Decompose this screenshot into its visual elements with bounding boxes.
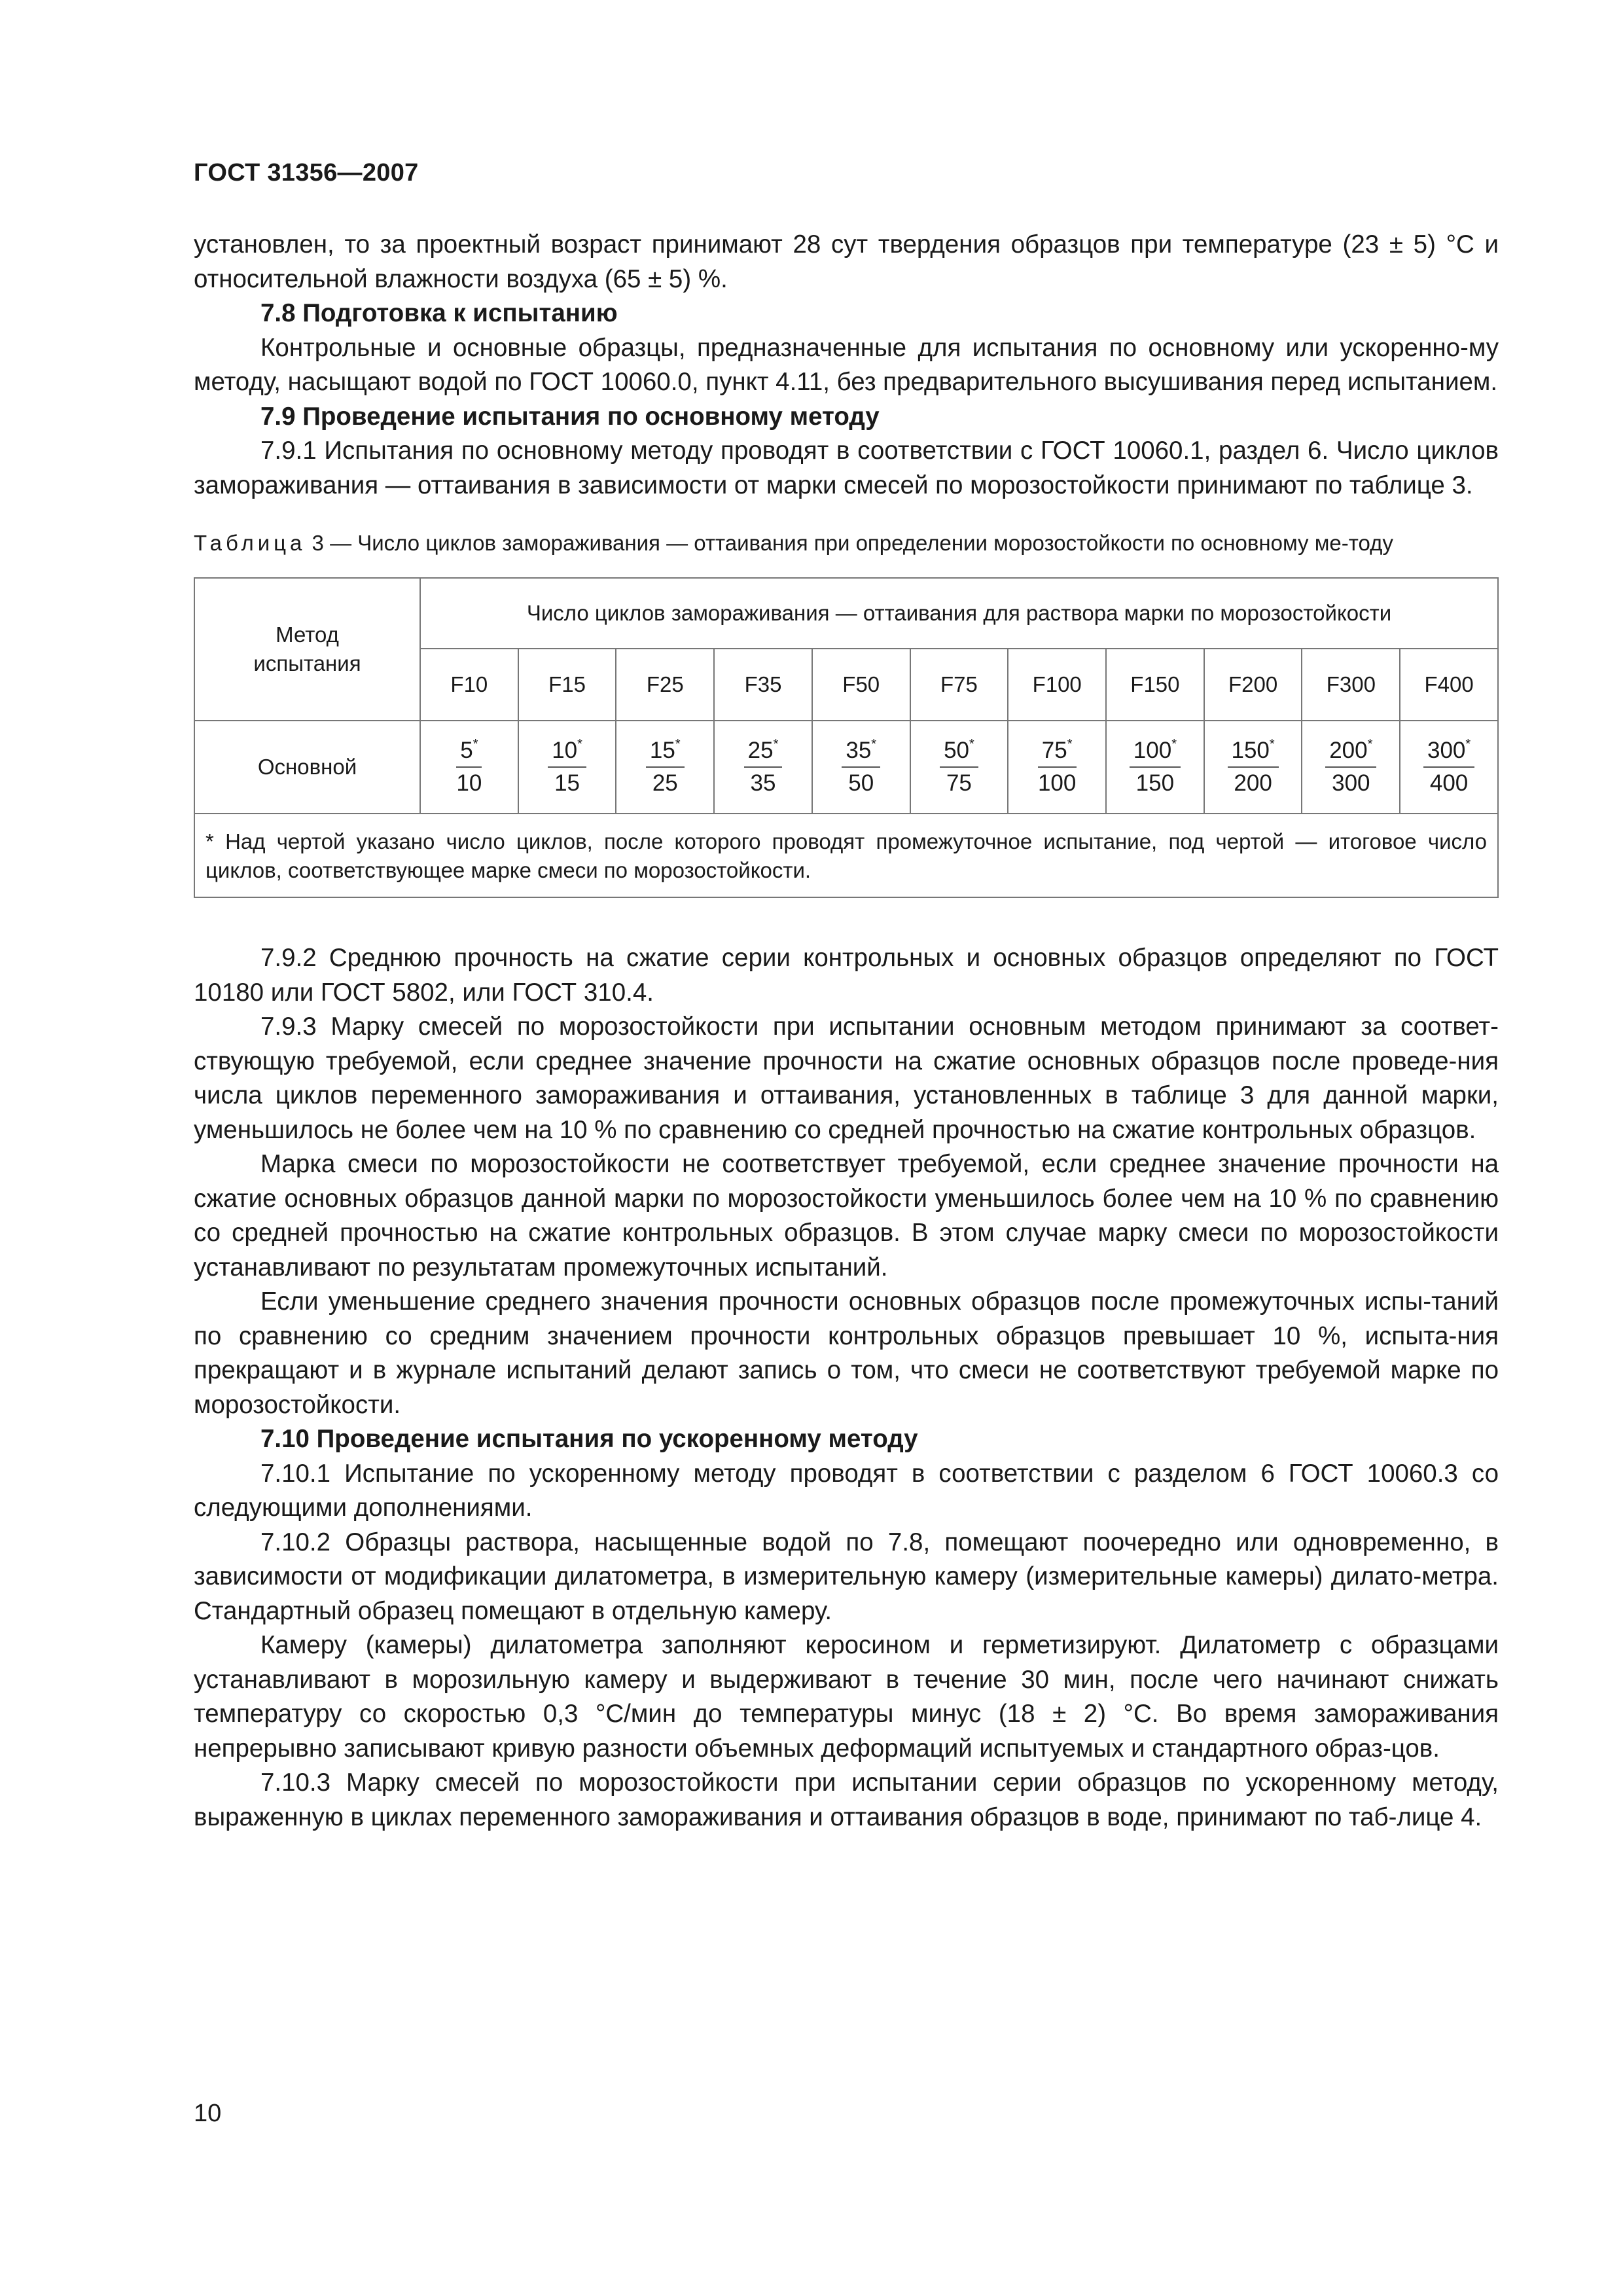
cycles-fraction [1038,738,1077,797]
table-footnote: * Над чертой указано число циклов, после которого проводят промежуточное испытание, под чертой — итоговое число циклов, соответствующее марке смеси по морозостойкости. [194,814,1498,897]
cycles-fraction [1325,738,1376,797]
grade-header-cell: F25 [616,649,714,721]
grade-header-cell: F400 [1400,649,1498,721]
grade-header-cell: F200 [1204,649,1302,721]
document-header: ГОСТ 31356—2007 [194,159,419,187]
intermediate-cycles-value: 300 [1427,738,1466,763]
table-caption-text: 3 — Число циклов замораживания — оттаивания при определении морозостойкости по основному ме-тоду [306,531,1393,555]
intermediate-cycles [1228,738,1279,768]
cycles-fraction [456,738,482,797]
intermediate-cycles-value: 5 [460,738,473,763]
table-row [194,721,1498,814]
cycles-cell [1106,721,1204,814]
intermediate-cycles [940,738,978,768]
intermediate-cycles [456,738,482,768]
table-caption [194,529,1499,558]
method-header-cell [194,578,420,721]
footnote-marker: * [577,737,582,751]
grade-header-cell: F100 [1008,649,1106,721]
footnote-marker: * [773,737,779,751]
footnote-marker: * [969,737,974,751]
final-cycles: 300 [1332,770,1370,796]
intermediate-cycles [1325,738,1376,768]
footnote-row [194,814,1498,897]
grade-header-cell: F75 [910,649,1008,721]
cycles-fraction [1423,738,1474,797]
cycles-cell [812,721,910,814]
intermediate-cycles-value: 50 [944,738,970,763]
table-header-row [194,578,1498,649]
intermediate-cycles-value: 75 [1041,738,1067,763]
footnote-marker: * [1367,737,1373,751]
paragraph-7-9-3-b: Марка смеси по морозостойкости не соответствует требуемой, если среднее значение прочности на сжатие основных образцов данной марки по морозостойкости уменьшилось более чем на 10 % по сравнению со средней прочностью на сжатие контрольных образцов. В этом случае марку смеси по морозостойкости устанавливают по результатам промежуточных испытаний. [194,1150,1499,1282]
paragraph-7-9-3-c: Если уменьшение среднего значения прочности основных образцов после промежуточных испы-таний по сравнению со средним значением прочности контрольных образцов превышает 10 %, испыта-ния прекращают и в журнале испытаний делают запись о том, что смеси не соответствуют требуемой марке по морозостойкости. [194,1287,1499,1419]
intermediate-cycles [1038,738,1077,768]
cycles-cell [518,721,616,814]
final-cycles: 35 [750,770,776,796]
footnote-marker: * [1465,737,1471,751]
cycles-cell [1008,721,1106,814]
paragraph-continuation: установлен, то за проектный возраст принимают 28 сут твердения образцов при температуре (23 ± 5) °C и относительной влажности воздуха (65 ± 5) %. [194,230,1499,293]
grade-header-cell: F50 [812,649,910,721]
paragraph-7-8: Контрольные и основные образцы, предназначенные для испытания по основному или ускоренно-му методу, насыщают водой по ГОСТ 10060.0, пункт 4.11, без предварительного высушивания перед испытанием. [194,333,1499,396]
intermediate-cycles-value: 35 [846,738,872,763]
paragraph-7-9-2: 7.9.2 Среднюю прочность на сжатие серии контрольных и основных образцов определяют по ГОСТ 10180 или ГОСТ 5802, или ГОСТ 310.4. [194,944,1499,1007]
cycles-fraction [548,738,586,797]
intermediate-cycles-value: 15 [649,738,675,763]
cycles-fraction [842,738,880,797]
cycles-fraction [744,738,783,797]
intermediate-cycles [646,738,685,768]
document-body [194,228,1499,1835]
cycles-fraction [1228,738,1279,797]
final-cycles: 200 [1234,770,1272,796]
final-cycles: 15 [554,770,580,796]
cycles-fraction [646,738,685,797]
cycles-cell [1302,721,1400,814]
footnote-marker: * [871,737,877,751]
intermediate-cycles-value: 25 [747,738,774,763]
cycles-cell [1400,721,1498,814]
intermediate-cycles [548,738,586,768]
grade-header-cell: F150 [1106,649,1204,721]
intermediate-cycles [1130,738,1181,768]
grade-header-cell: F35 [714,649,812,721]
paragraph-7-10-2-b: Камеру (камеры) дилатометра заполняют керосином и герметизируют. Дилатометр с образцами устанавливают в морозильную камеру и выдерживают в течение 30 мин, после чего начинают снижать температуру со скоростью 0,3 °С/мин до температуры минус (18 ± 2) °С. Во время замораживания непрерывно записывают кривую разности объемных деформаций испытуемых и стандартного образ-цов. [194,1631,1499,1763]
intermediate-cycles-value: 100 [1133,738,1172,763]
intermediate-cycles-value: 10 [552,738,578,763]
footnote-marker: * [675,737,681,751]
final-cycles: 25 [652,770,678,796]
final-cycles: 150 [1135,770,1175,796]
paragraph-7-10-2: 7.10.2 Образцы раствора, насыщенные водой по 7.8, помещают поочередно или одновременно, в зависимости от модификации дилатометра, в измерительную камеру (измерительные камеры) дилато-метра. Стандартный образец помещают в отдельную камеру. [194,1528,1499,1625]
grade-header-cell: F10 [420,649,518,721]
table-3 [194,577,1499,898]
grade-header-cell: F300 [1302,649,1400,721]
paragraph-7-10-3: 7.10.3 Марку смесей по морозостойкости при испытании серии образцов по ускоренному методу, выраженную в циклах переменного замораживания и оттаивания образцов в воде, принимают по таб-лице 4. [194,1768,1499,1831]
final-cycles: 400 [1429,770,1469,796]
intermediate-cycles [1423,738,1474,768]
cycles-cell [616,721,714,814]
page-number: 10 [194,2100,222,2127]
footnote-marker: * [1269,737,1275,751]
row-label-cell: Основной [194,721,420,814]
footnote-marker: * [473,737,478,751]
cycles-cell [714,721,812,814]
cycles-fraction [1130,738,1181,797]
grade-header-cell: F15 [518,649,616,721]
cycles-cell [910,721,1008,814]
intermediate-cycles [744,738,783,768]
paragraph-7-9-3: 7.9.3 Марку смесей по морозостойкости при испытании основным методом принимают за соответ-ствующую требуемой, если среднее значение прочности на сжатие основных образцов после проведе-ния числа циклов переменного замораживания и оттаивания, установленных в таблице 3 для данной марки, уменьшилось не более чем на 10 % по сравнению со средней прочностью на сжатие контрольных образцов. [194,1013,1499,1144]
paragraph-7-10-1: 7.10.1 Испытание по ускоренному методу проводят в соответствии с разделом 6 ГОСТ 10060.3 со следующими дополнениями. [194,1459,1499,1522]
cycles-fraction [940,738,978,797]
section-heading-7-9: 7.9 Проведение испытания по основному методу [260,402,880,431]
section-heading-7-8: 7.8 Подготовка к испытанию [260,299,618,327]
paragraph-7-9-1: 7.9.1 Испытания по основному методу проводят в соответствии с ГОСТ 10060.1, раздел 6. Число циклов замораживания — оттаивания в зависимости от марки смесей по морозостойкости принимают по таблице 3. [194,437,1499,499]
section-heading-7-10: 7.10 Проведение испытания по ускоренному методу [260,1425,918,1453]
final-cycles: 50 [848,770,874,796]
final-cycles: 75 [946,770,972,796]
footnote-marker: * [1171,737,1177,751]
footnote-marker: * [1067,737,1073,751]
final-cycles: 10 [456,770,482,796]
intermediate-cycles [842,738,880,768]
intermediate-cycles-value: 200 [1329,738,1368,763]
final-cycles: 100 [1037,770,1077,796]
intermediate-cycles-value: 150 [1231,738,1270,763]
table-caption-label: Таблица [194,531,306,555]
group-header-cell: Число циклов замораживания — оттаивания для раствора марки по морозостойкости [420,578,1498,649]
cycles-cell [1204,721,1302,814]
cycles-cell [420,721,518,814]
method-header: Метод испытания [253,622,361,675]
